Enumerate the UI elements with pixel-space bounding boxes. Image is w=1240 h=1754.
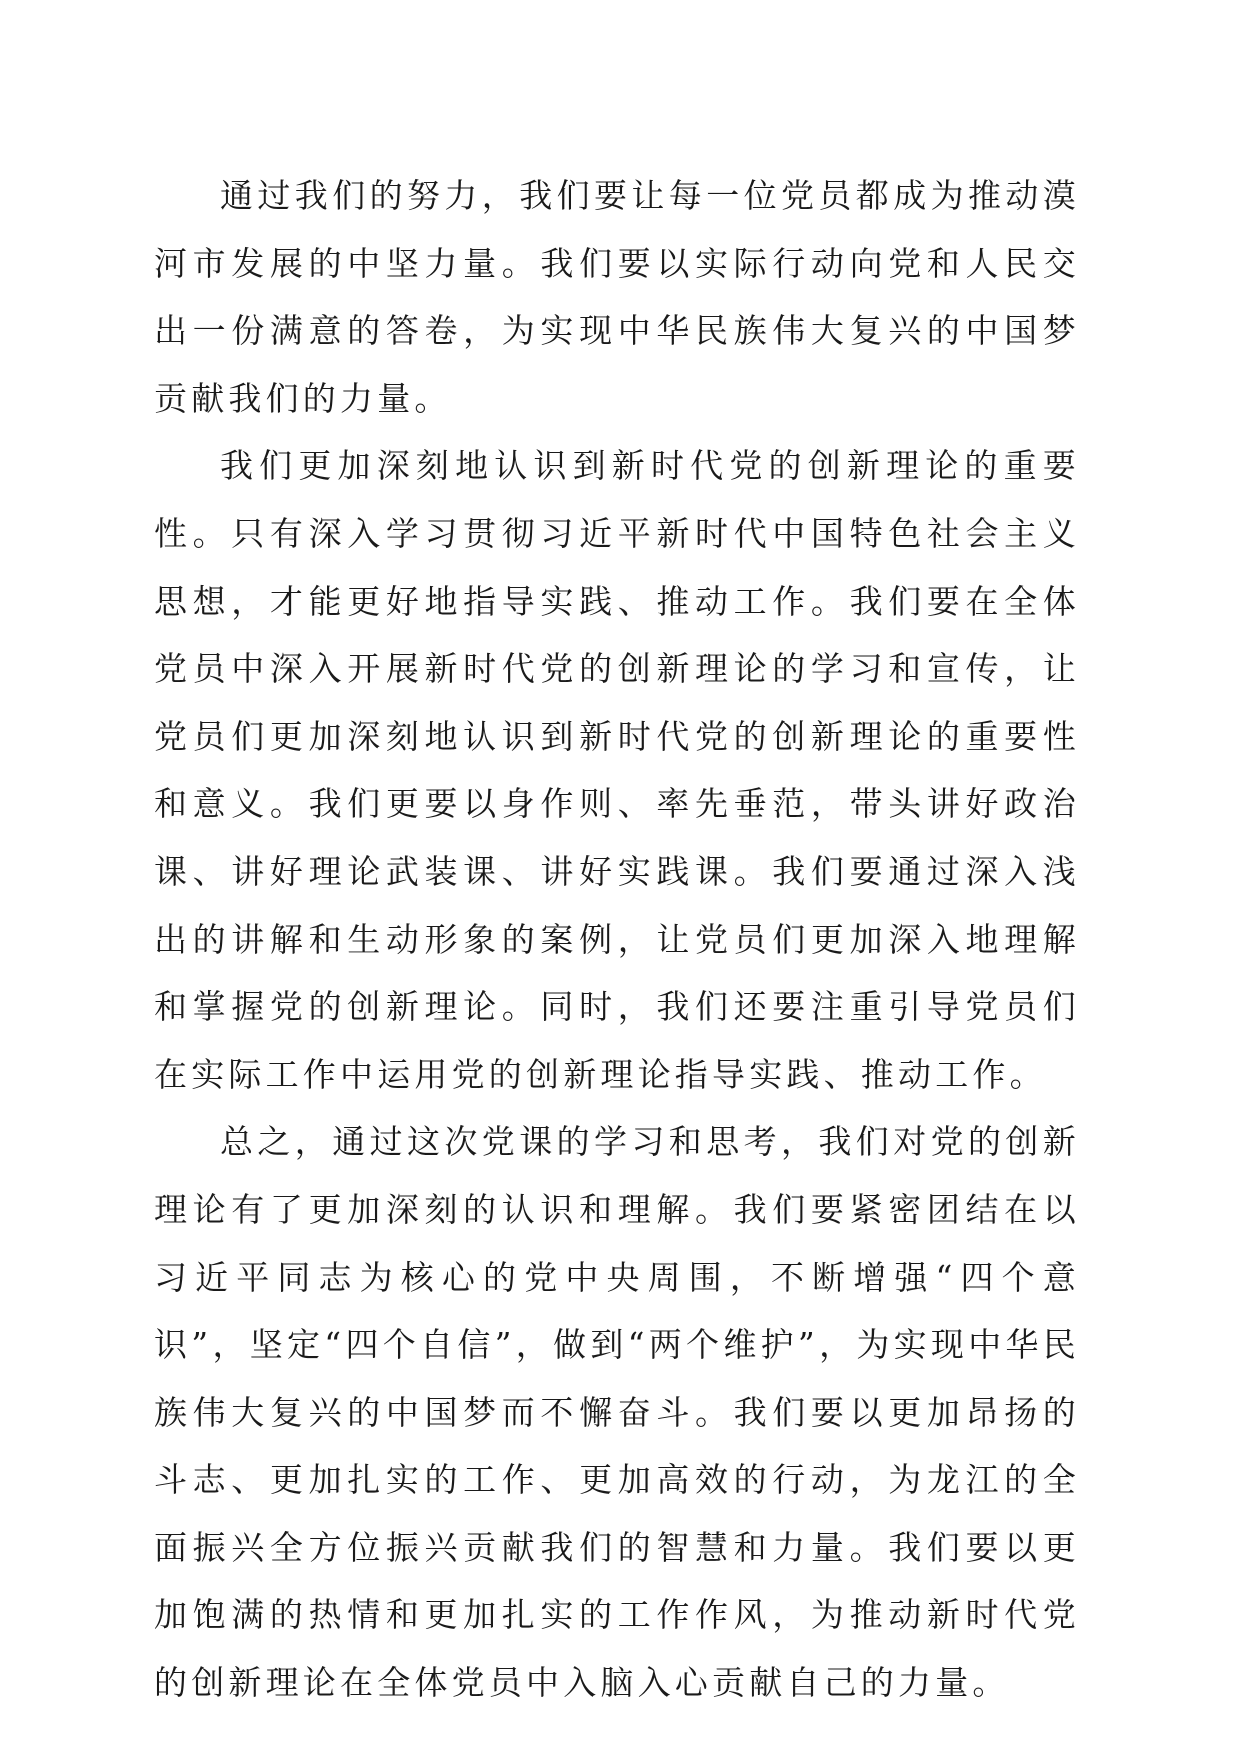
paragraph-3: 总之，通过这次党课的学习和思考，我们对党的创新理论有了更加深刻的认识和理解。我们要紧密团结在以习近平同志为核心的党中央周围，不断增强“四个意识”，坚定“四个自信”，做到“两个维护”，为实现中华民族伟大复兴的中国梦而不懈奋斗。我们要以更加昂扬的斗志、更加扎实的工作、更加高效的行动，为龙江的全面振兴全方位振兴贡献我们的智慧和力量。我们要以更加饱满的热情和更加扎实的工作作风，为推动新时代党的创新理论在全体党员中入脑入心贡献自己的力量。 xyxy=(154,1122,1080,1703)
paragraph-2: 我们更加深刻地认识到新时代党的创新理论的重要性。只有深入学习贯彻习近平新时代中国特色社会主义思想，才能更好地指导实践、推动工作。我们要在全体党员中深入开展新时代党的创新理论的学习和宣传，让党员们更加深刻地认识到新时代党的创新理论的重要性和意义。我们更要以身作则、率先垂范，带头讲好政治课、讲好理论武装课、讲好实践课。我们要通过深入浅出的讲解和生动形象的案例，让党员们更加深入地理解和掌握党的创新理论。同时，我们还要注重引导党员们在实际工作中运用党的创新理论指导实践、推动工作。 xyxy=(154,446,1080,1094)
paragraph-1: 通过我们的努力，我们要让每一位党员都成为推动漠河市发展的中坚力量。我们要以实际行动向党和人民交出一份满意的答卷，为实现中华民族伟大复兴的中国梦贡献我们的力量。 xyxy=(154,176,1080,418)
document-body xyxy=(154,162,1080,1717)
